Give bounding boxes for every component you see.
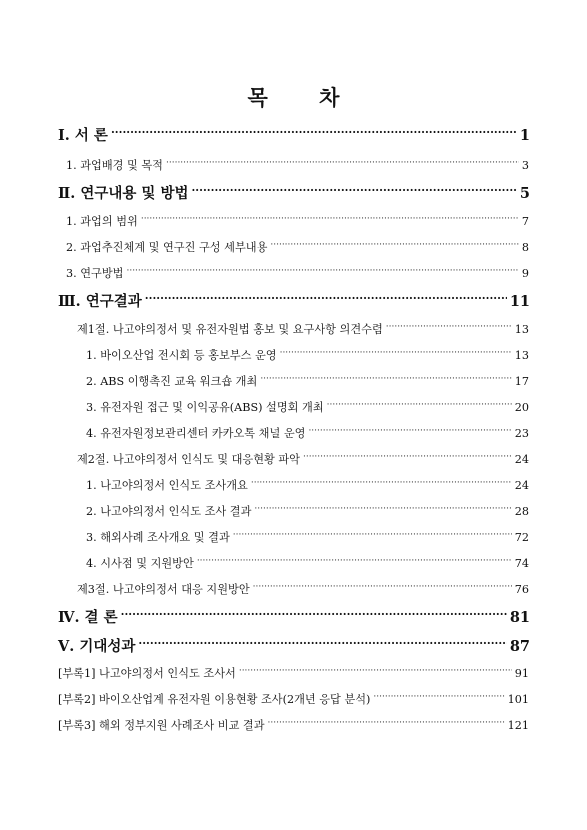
toc-entry-label: I. 서 론 (58, 127, 108, 144)
toc-entry-10[interactable] (86, 373, 529, 389)
toc-entry-12[interactable] (86, 425, 529, 441)
toc-entry-page: 9 (521, 267, 529, 280)
toc-entry-page: 24 (514, 453, 529, 466)
toc-entry-page: 8 (521, 241, 529, 254)
toc-entry-label: 1. 과업의 범위 (66, 215, 138, 228)
toc-entry-page: 23 (514, 427, 529, 440)
toc-entry-page: 1 (519, 127, 530, 144)
dot-leader (141, 214, 519, 225)
toc-entry-8[interactable] (77, 321, 529, 337)
toc-entry-page: 74 (514, 557, 529, 570)
dot-leader (270, 240, 519, 251)
dot-leader (145, 292, 507, 307)
page-title: 목 차 (247, 85, 362, 110)
toc-entry-page: 72 (514, 531, 529, 544)
toc-entry-label: 3. 해외사례 조사개요 및 결과 (86, 531, 230, 544)
toc-entry-page: 76 (514, 583, 529, 596)
toc-entry-page: 13 (514, 323, 529, 336)
toc-entry-label: 2. ABS 이행촉진 교육 워크숍 개최 (86, 375, 258, 388)
dot-leader (251, 478, 512, 489)
dot-leader (239, 666, 512, 677)
toc-entry-page: 28 (514, 505, 529, 518)
toc-entry-label: 4. 시사점 및 지원방안 (86, 557, 194, 570)
toc-entry-11[interactable] (86, 399, 529, 415)
dot-leader (191, 184, 516, 199)
dot-leader (197, 556, 512, 567)
toc-entry-3[interactable] (58, 182, 530, 203)
dot-leader (253, 582, 512, 593)
toc-entry-label: Ⅴ. 기대성과 (58, 638, 136, 655)
toc-entry-5[interactable] (66, 239, 529, 255)
toc-entry-9[interactable] (86, 347, 529, 363)
dot-leader (111, 126, 517, 141)
toc-entry-16[interactable] (86, 529, 529, 545)
dot-leader (280, 348, 512, 359)
toc-entry-label: 2. 나고야의정서 인식도 조사 결과 (86, 505, 252, 518)
dot-leader (126, 266, 518, 277)
toc-entry-18[interactable] (77, 581, 529, 597)
dot-leader (121, 608, 507, 623)
dot-leader (373, 692, 504, 703)
toc-entry-page: 11 (509, 293, 530, 310)
toc-entry-19[interactable] (58, 606, 530, 627)
toc-entry-label: [부록1] 나고야의정서 인식도 조사서 (58, 667, 236, 680)
toc-entry-label: 2. 과업추진체계 및 연구진 구성 세부내용 (66, 241, 268, 254)
toc-entry-13[interactable] (77, 451, 529, 467)
dot-leader (303, 452, 512, 463)
toc-entry-page: 91 (514, 667, 529, 680)
toc-entry-label: 3. 유전자원 접근 및 이익공유(ABS) 설명회 개최 (86, 401, 324, 414)
toc-entry-label: 1. 바이오산업 전시회 등 홍보부스 운영 (86, 349, 277, 362)
toc-entry-2[interactable] (66, 157, 529, 173)
toc-entry-label: Ⅲ. 연구결과 (58, 293, 142, 310)
dot-leader (138, 637, 506, 652)
dot-leader (268, 718, 505, 729)
toc-entry-15[interactable] (86, 503, 529, 519)
toc-entry-label: 3. 연구방법 (66, 267, 124, 280)
dot-leader (166, 158, 519, 169)
toc-entry-page: 81 (509, 609, 530, 626)
toc-entry-page: 13 (514, 349, 529, 362)
toc-entry-page: 5 (519, 185, 530, 202)
toc-entry-page: 101 (507, 693, 529, 706)
toc-entry-4[interactable] (66, 213, 529, 229)
dot-leader (386, 322, 512, 333)
toc-entry-label: [부록2] 바이오산업계 유전자원 이용현황 조사(2개년 응답 분석) (58, 693, 371, 706)
toc-entry-6[interactable] (66, 265, 529, 281)
toc-entry-label: 1. 나고야의정서 인식도 조사개요 (86, 479, 248, 492)
toc-entry-23[interactable] (58, 717, 529, 733)
toc-entry-label: 1. 과업배경 및 목적 (66, 159, 163, 172)
dot-leader (308, 426, 511, 437)
toc-entry-page: 3 (521, 159, 529, 172)
toc-entry-label: 제2절. 나고야의정서 인식도 및 대응현황 파악 (77, 453, 300, 466)
toc-entry-label: Ⅳ. 결 론 (58, 609, 118, 626)
toc-entry-22[interactable] (58, 691, 529, 707)
toc-entry-page: 20 (514, 401, 529, 414)
toc-entry-page: 24 (514, 479, 529, 492)
dot-leader (260, 374, 511, 385)
dot-leader (327, 400, 512, 411)
toc-entry-1[interactable] (58, 124, 530, 145)
toc-entry-page: 121 (507, 719, 529, 732)
toc-entry-label: Ⅱ. 연구내용 및 방법 (58, 185, 189, 202)
toc-entry-21[interactable] (58, 665, 529, 681)
dot-leader (254, 504, 511, 515)
toc-entry-label: 제1절. 나고야의정서 및 유전자원법 홍보 및 요구사항 의견수렴 (77, 323, 383, 336)
toc-entry-label: [부록3] 해외 정부지원 사례조사 비교 결과 (58, 719, 265, 732)
toc-entry-7[interactable] (58, 290, 530, 311)
toc-entry-20[interactable] (58, 635, 530, 656)
dot-leader (233, 530, 512, 541)
toc-entry-page: 87 (509, 638, 530, 655)
toc-entry-label: 제3절. 나고야의정서 대응 지원방안 (77, 583, 250, 596)
toc-entry-14[interactable] (86, 477, 529, 493)
toc-entry-17[interactable] (86, 555, 529, 571)
toc-entry-page: 7 (521, 215, 529, 228)
toc-entry-page: 17 (514, 375, 529, 388)
toc-entry-label: 4. 유전자원정보관리센터 카카오톡 채널 운영 (86, 427, 306, 440)
